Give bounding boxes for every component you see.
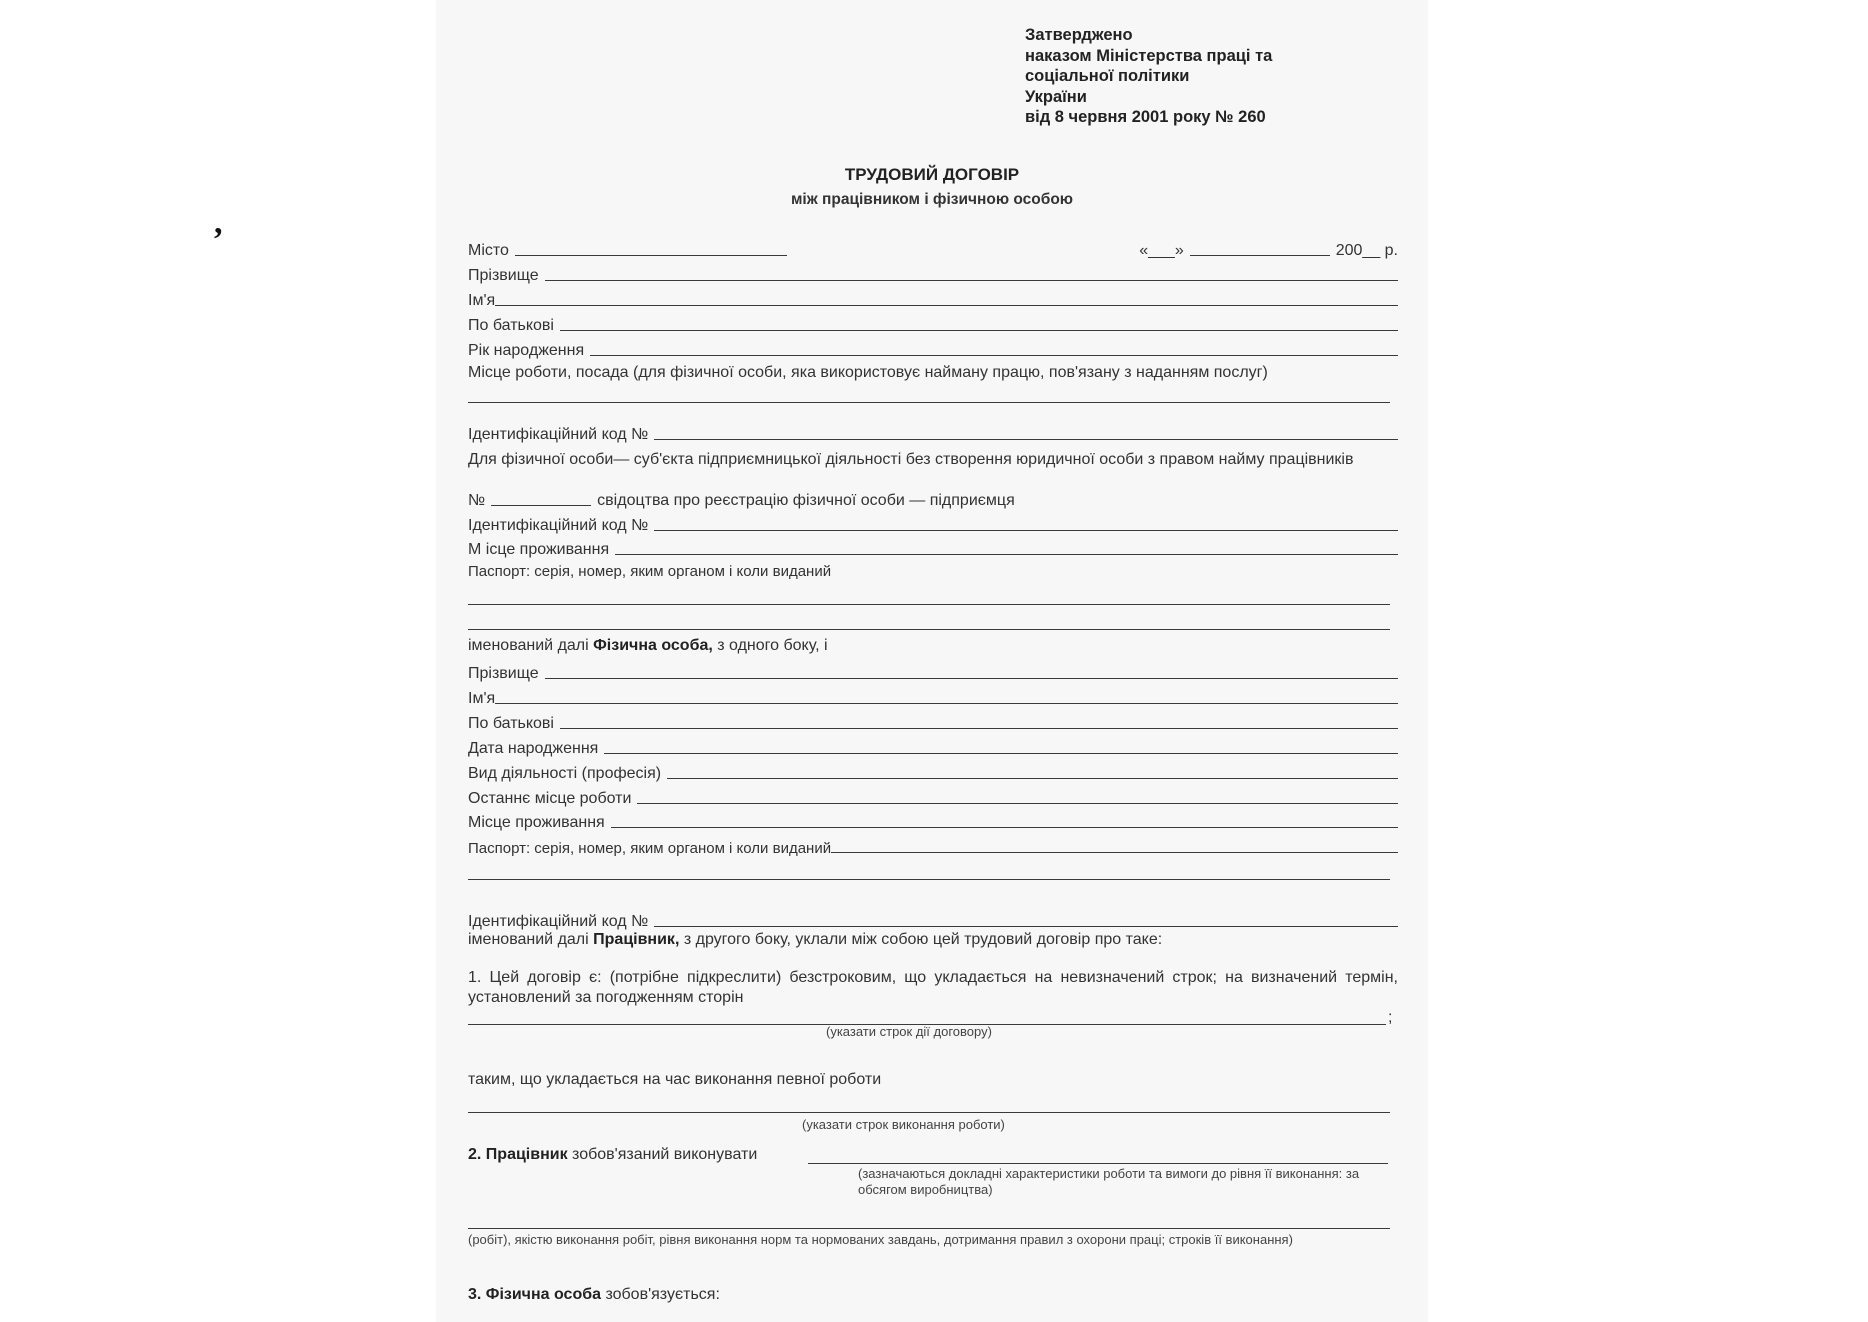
entrepreneur-note: Для фізичної особи— суб'єкта підприємницької діяльності без створення юридичної особи з правом найму працівників: [468, 451, 1354, 468]
clause-2-bold: 2. Працівник: [468, 1146, 568, 1163]
employer-passport-field[interactable]: [468, 604, 1390, 605]
field-label: Ідентифікаційний код №: [468, 913, 649, 930]
field-label: Прізвище: [468, 267, 539, 284]
named-bold: Фізична особа,: [593, 637, 713, 654]
field-label: Вид діяльності (професія): [468, 765, 662, 782]
named-bold: Працівник,: [593, 931, 680, 948]
field-label: Дата народження: [468, 740, 599, 757]
clause-2-duty-field[interactable]: [468, 1228, 1390, 1229]
named-text: іменований далі: [468, 637, 594, 654]
named-text: з другого боку, уклали між собою цей трудовий договір про таке:: [679, 931, 1163, 948]
employee-residence-row: [468, 810, 1398, 832]
field-label: №: [468, 492, 486, 509]
employer-birth-row: [468, 338, 1398, 360]
date-year: 200__ р.: [1335, 242, 1398, 259]
field-label: М ісце проживання: [468, 541, 610, 558]
approval-line: від 8 червня 2001 року № 260: [1025, 108, 1266, 126]
employer-id-field[interactable]: [654, 438, 1398, 440]
field-label: Останнє місце роботи: [468, 790, 632, 807]
clause-2-duty-field[interactable]: [808, 1163, 1388, 1164]
employer-surname-field[interactable]: [545, 279, 1398, 281]
employer-id2-row: [468, 513, 1398, 535]
city-date-row: [468, 238, 1398, 260]
employee-passport-field[interactable]: [468, 879, 1390, 880]
employee-lastwork-field[interactable]: [637, 802, 1398, 804]
field-label: Паспорт: серія, номер, яким органом і коли виданий: [468, 840, 832, 857]
approval-line: соціальної політики: [1025, 67, 1190, 85]
clause-2-text: [468, 1145, 798, 1165]
employer-id2-field[interactable]: [654, 529, 1398, 531]
employee-patronymic-row: [468, 711, 1398, 733]
certificate-row: [468, 488, 1398, 510]
field-label: Ідентифікаційний код №: [468, 426, 649, 443]
field-label: Ідентифікаційний код №: [468, 517, 649, 534]
city-label: Місто: [468, 242, 509, 259]
employer-id-row: [468, 422, 1398, 444]
clause-1-note2: (указати строк виконання роботи): [802, 1117, 1005, 1132]
employee-name-field[interactable]: [495, 702, 1398, 704]
employer-name-row: [468, 288, 1398, 310]
clause-3-label: зобов'язується:: [605, 1286, 720, 1303]
field-label: Ім'я: [468, 690, 496, 707]
city-field[interactable]: [515, 254, 787, 256]
employer-named-as: [468, 636, 1398, 656]
employee-passport-field[interactable]: [831, 851, 1398, 853]
document-subtitle: між працівником і фізичною особою: [790, 191, 1074, 208]
employee-lastwork-row: [468, 786, 1398, 808]
employee-activity-row: [468, 761, 1398, 783]
employer-passport-field[interactable]: [468, 629, 1390, 630]
employee-passport-row: [468, 835, 1398, 857]
clause-1-text2: таким, що укладається на час виконання певної роботи: [468, 1071, 882, 1088]
employee-named-as: [468, 930, 1398, 950]
clause-2-note2: (робіт), якістю виконання робіт, рівня виконання норм та нормованих завдань, дотримання правил з охорони праці; строків її виконання): [468, 1232, 1293, 1247]
employer-birth-field[interactable]: [590, 354, 1398, 356]
clause-1-note: (указати строк дії договору): [826, 1024, 992, 1039]
employee-birth-field[interactable]: [604, 752, 1398, 754]
certificate-text: свідоцтва про реєстрацію фізичної особи — підприємця: [597, 492, 1015, 509]
employee-surname-field[interactable]: [545, 677, 1398, 679]
field-label: По батькові: [468, 317, 554, 334]
document-title: ТРУДОВИЙ ДОГОВІР: [844, 165, 1020, 184]
employer-patronymic-field[interactable]: [560, 329, 1398, 331]
approval-stamp: [1025, 25, 1272, 128]
date-day: «___»: [1139, 242, 1184, 259]
employer-residence-field[interactable]: [615, 553, 1398, 555]
field-label: Місце проживання: [468, 814, 605, 831]
employee-residence-field[interactable]: [611, 826, 1398, 828]
field-label: По батькові: [468, 715, 554, 732]
named-text: іменований далі: [468, 931, 594, 948]
employer-passport-label: Паспорт: серія, номер, яким органом і коли виданий: [468, 563, 832, 580]
employer-patronymic-row: [468, 313, 1398, 335]
employer-name-field[interactable]: [495, 304, 1398, 306]
employee-birth-row: [468, 736, 1398, 758]
approval-line: України: [1025, 87, 1087, 106]
employee-id-row: [468, 909, 1398, 931]
employer-workplace-field[interactable]: [468, 402, 1390, 403]
field-label: Рік народження: [468, 342, 585, 359]
stray-mark: ,: [214, 204, 223, 241]
employer-workplace-label: Місце роботи, посада (для фізичної особи, яка використовує найману працю, пов'язану з наданням послуг): [468, 364, 1268, 381]
clause-1-end-mark: ;: [1388, 1009, 1393, 1026]
clause-2-label: зобов'язаний виконувати: [572, 1146, 758, 1163]
certificate-number-field[interactable]: [491, 504, 591, 506]
approval-line: Затверджено: [1025, 26, 1133, 44]
employee-activity-field[interactable]: [667, 777, 1398, 779]
employee-patronymic-field[interactable]: [560, 727, 1398, 729]
field-label: Прізвище: [468, 665, 539, 682]
clause-1-text: 1. Цей договір є: (потрібне підкреслити) безстроковим, що укладається на невизначений строк; на визначений термін, установлений за погодженням сторін: [468, 969, 1398, 1006]
clause-1-work-field[interactable]: [468, 1112, 1390, 1113]
employee-surname-row: [468, 661, 1398, 683]
field-label: Ім'я: [468, 292, 496, 309]
clause-3-bold: 3. Фізична особа: [468, 1286, 601, 1303]
clause-3-text: [468, 1285, 1398, 1305]
employer-surname-row: [468, 263, 1398, 285]
employer-residence-row: [468, 537, 1398, 559]
employee-name-row: [468, 686, 1398, 708]
clause-2-note: (зазначаються докладні характеристики роботи та вимоги до рівня її виконання: за обсягом виробництва): [858, 1166, 1360, 1197]
employee-id-field[interactable]: [654, 925, 1398, 927]
date-month-field[interactable]: [1190, 254, 1330, 256]
approval-line: наказом Міністерства праці та: [1025, 46, 1273, 65]
named-text: з одного боку, і: [712, 637, 828, 654]
